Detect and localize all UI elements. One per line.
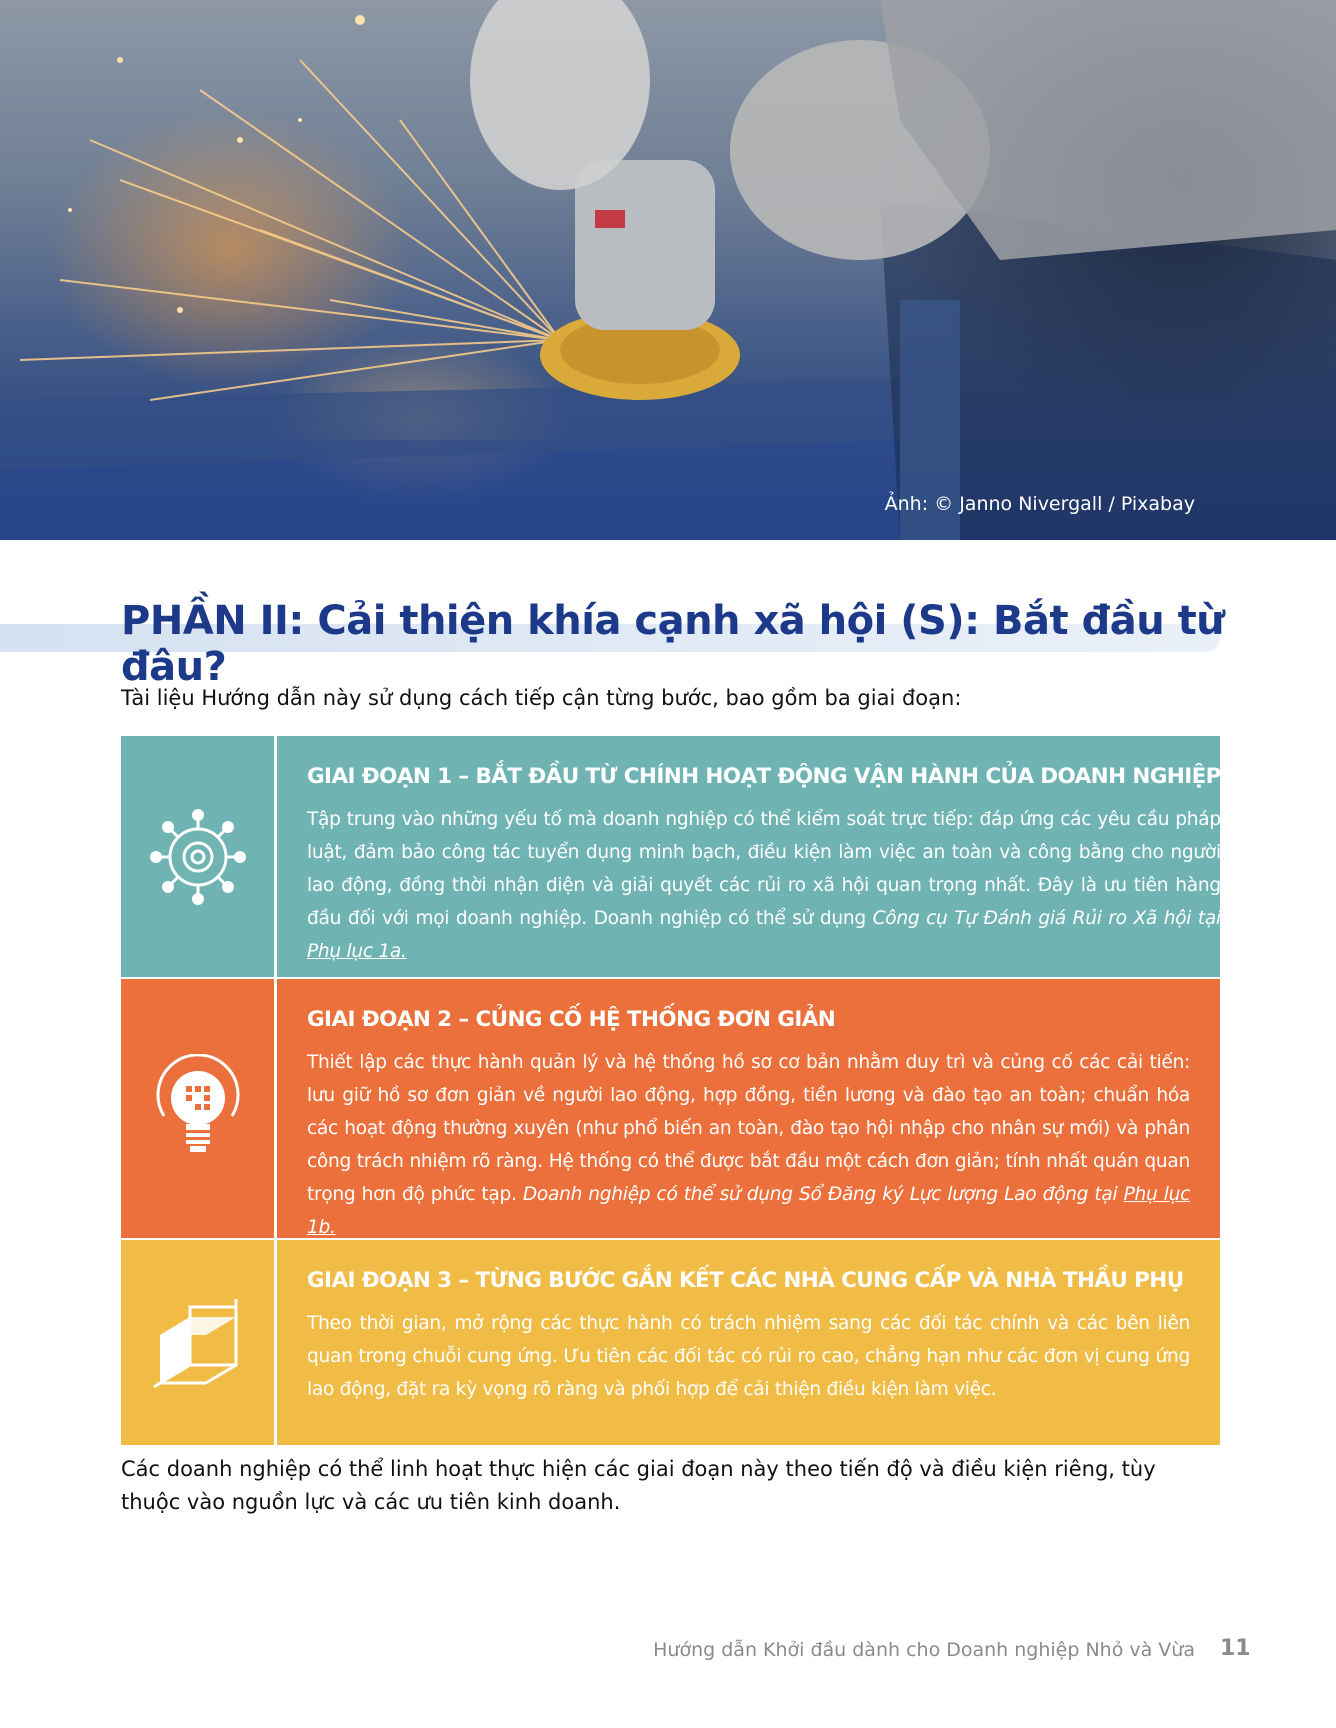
stage-3-title: GIAI ĐOẠN 3 – TỪNG BƯỚC GẮN KẾT CÁC NHÀ CUNG CẤP VÀ NHÀ THẦU PHỤ xyxy=(307,1268,1184,1293)
stage-1-description: Tập trung vào những yếu tố mà doanh nghiệp có thể kiểm soát trực tiếp: đáp ứng các yêu cầu pháp luật, đảm bảo công tác tuyển dụng minh bạch, điều kiện làm việc an toàn và công bằng cho người lao động, đồng thời nhận diện và giải quyết các rủi ro xã hội quan trọng nhất. Đây là ưu tiên hàng đầu đối với mọi doanh nghiệp. Doanh nghiệp có thể sử dụng xyxy=(307,809,1221,929)
network-gear-icon xyxy=(150,809,246,905)
stage-2-text xyxy=(307,1046,1190,1244)
stage-1 xyxy=(121,736,1220,979)
appendix-1a-link[interactable]: Phụ lục 1a. xyxy=(307,941,407,962)
footer-text: Hướng dẫn Khởi đầu dành cho Doanh nghiệp Nhỏ và Vừa xyxy=(653,1639,1195,1661)
appendix-1b-link[interactable]: Phụ lục 1b. xyxy=(307,1184,1191,1238)
stage-3-icon-cell xyxy=(121,1240,277,1445)
page-title: PHẦN II: Cải thiện khía cạnh xã hội (S): Bắt đầu từ đâu? xyxy=(121,598,1225,690)
cube-expand-icon xyxy=(150,1295,246,1391)
stage-2 xyxy=(121,979,1220,1240)
outro-text: Các doanh nghiệp có thể linh hoạt thực hiện các giai đoạn này theo tiến độ và điều kiện riêng, tùy thuộc vào nguồn lực và các ưu tiên kinh doanh. xyxy=(121,1457,1156,1514)
stage-2-icon-cell xyxy=(121,979,277,1238)
stage-3-body xyxy=(277,1240,1220,1445)
page-number: 11 xyxy=(1220,1636,1251,1661)
stage-2-description: Thiết lập các thực hành quản lý và hệ thống hồ sơ cơ bản nhằm duy trì và củng cố các cải tiến: lưu giữ hồ sơ đơn giản về người lao động, hợp đồng, tiền lương và đào tạo an toàn; chuẩn hóa các hoạt động thường xuyên (như phổ biến an toàn, đào tạo hội nhập cho nhân sự mới) và phân công trách nhiệm rõ ràng. Hệ thống có thể được bắt đầu một cách đơn giản; tính nhất quán quan trọng hơn độ phức tạp. xyxy=(307,1052,1190,1205)
angle-grinder-illustration xyxy=(0,0,1336,540)
stage-2-reference: Doanh nghiệp có thể sử dụng Sổ Đăng ký Lực lượng Lao động tại xyxy=(522,1184,1124,1205)
intro-text: Tài liệu Hướng dẫn này sử dụng cách tiếp cận từng bước, bao gồm ba giai đoạn: xyxy=(121,686,962,710)
stage-2-body xyxy=(277,979,1220,1238)
stage-1-title: GIAI ĐOẠN 1 – BẮT ĐẦU TỪ CHÍNH HOẠT ĐỘNG VẬN HÀNH CỦA DOANH NGHIỆP xyxy=(307,764,1221,789)
stage-1-icon-cell xyxy=(121,736,277,977)
photo-credit: Ảnh: © Janno Nivergall / Pixabay xyxy=(884,493,1195,515)
stage-1-reference: Công cụ Tự Đánh giá Rủi ro Xã hội tại xyxy=(872,908,1221,929)
stage-2-title: GIAI ĐOẠN 2 – CỦNG CỐ HỆ THỐNG ĐƠN GIẢN xyxy=(307,1007,836,1032)
stage-3 xyxy=(121,1240,1220,1445)
stage-1-body xyxy=(277,736,1251,977)
stage-3-description: Theo thời gian, mở rộng các thực hành có trách nhiệm sang các đối tác chính và các bên liên quan trong chuỗi cung ứng. Ưu tiên các đối tác có rủi ro cao, chẳng hạn như các đơn vị cung ứng lao động, đặt ra kỳ vọng rõ ràng và phối hợp để cải thiện điều kiện làm việc. xyxy=(307,1313,1190,1400)
stage-1-text xyxy=(307,803,1221,968)
hero-photo xyxy=(0,0,1336,540)
stages-table xyxy=(121,736,1220,1445)
lightbulb-icon xyxy=(150,1054,246,1164)
stage-3-text xyxy=(307,1307,1190,1406)
